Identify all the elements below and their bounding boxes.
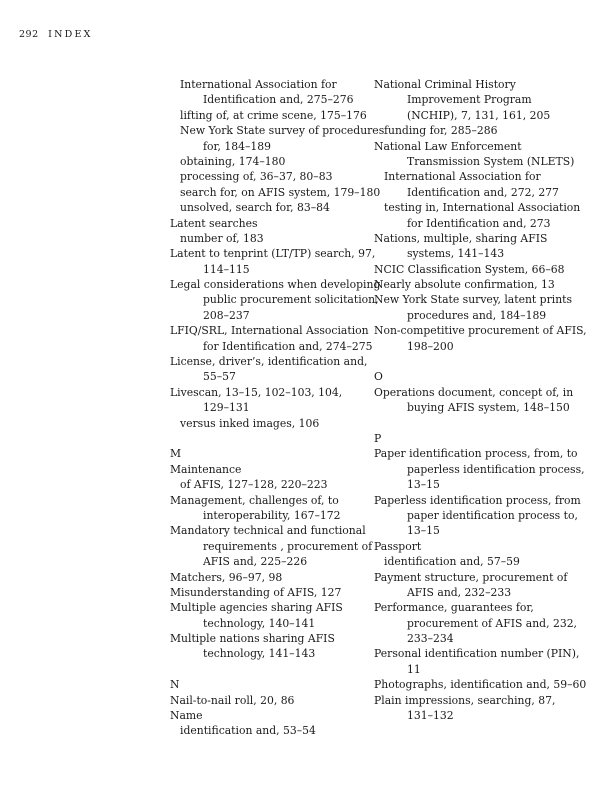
index-entry-line: Latent searches (170, 216, 258, 230)
page-number: 292 (19, 29, 39, 40)
section-title: INDEX (48, 29, 93, 40)
index-entry-line: National Law Enforcement (374, 139, 522, 153)
index-entry-line: NCIC Classification System, 66–68 (374, 262, 565, 276)
index-entry-line: obtaining, 174–180 (180, 154, 286, 168)
index-entry-line: technology, 141–143 (203, 647, 316, 661)
index-entry-line: number of, 183 (180, 231, 264, 245)
index-entry-line: versus inked images, 106 (180, 416, 320, 430)
index-entry-line: 233–234 (407, 632, 454, 646)
index-entry-line: 114–115 (203, 262, 250, 276)
index-entry-line: Photographs, identification and, 59–60 (374, 678, 587, 692)
index-entry-line: lifting of, at crime scene, 175–176 (180, 108, 367, 122)
index-gap (170, 431, 370, 446)
index-entry-line: AFIS and, 225–226 (203, 555, 308, 569)
index-entry-line: Operations document, concept of, in (374, 385, 574, 399)
index-entry-line: interoperability, 167–172 (203, 508, 341, 522)
index-column-left (170, 77, 385, 739)
index-entry-line: procedures and, 184–189 (407, 308, 547, 322)
index-entry-line: Improvement Program (407, 93, 532, 107)
index-entry-line: procurement of AFIS and, 232, (407, 616, 577, 630)
index-entry-line: Identification and, 272, 277 (407, 185, 559, 199)
index-entry-line: Name (170, 709, 203, 723)
index-entry-line: Multiple agencies sharing AFIS (170, 601, 343, 615)
index-gap (374, 416, 574, 431)
index-entry-line: testing in, International Association (384, 201, 581, 215)
index-entry-line: International Association for (180, 78, 337, 91)
running-head (19, 29, 93, 40)
index-entry-line: public procurement solicitation, (203, 293, 379, 307)
index-entry-line: Passport (374, 539, 422, 553)
index-entry-line: Paperless identification process, from (374, 493, 581, 507)
index-letter-heading: M (170, 447, 182, 461)
index-entry-line: funding for, 285–286 (384, 124, 498, 138)
index-entry-line: License, driver’s, identification and, (170, 355, 368, 369)
index-entry-line: Personal identification number (PIN), (374, 647, 580, 661)
index-entry-line: (NCHIP), 7, 131, 161, 205 (407, 108, 551, 122)
index-entry-line: Multiple nations sharing AFIS (170, 632, 335, 646)
index-entry-line: Payment structure, procurement of (374, 570, 568, 584)
index-entry-line: Nearly absolute confirmation, 13 (374, 278, 555, 292)
index-entry-line: for, 184–189 (203, 139, 271, 153)
index-entry-line: LFIQ/SRL, International Association (170, 324, 369, 338)
index-entry-line: Mandatory technical and functional (170, 524, 366, 538)
index-entry-line: Maintenance (170, 462, 242, 476)
index-letter-heading: O (374, 370, 383, 384)
index-gap (170, 662, 370, 677)
index-entry-line: systems, 141–143 (407, 247, 505, 261)
index-entry-line: paper identification process to, (407, 508, 578, 522)
index-entry-line: paperless identification process, (407, 462, 585, 476)
index-entry-line: Paper identification process, from, to (374, 447, 578, 461)
index-entry-line: Performance, guarantees for, (374, 601, 534, 615)
index-entry-line: 13–15 (407, 478, 440, 492)
index-entry-line: Misunderstanding of AFIS, 127 (170, 585, 342, 599)
index-entry-line: Latent to tenprint (LT/TP) search, 97, (170, 247, 376, 261)
index-entry-line: 131–132 (407, 709, 454, 723)
index-column-right (374, 77, 587, 723)
index-entry-line: requirements , procurement of (203, 539, 373, 553)
index-entry-line: 198–200 (407, 339, 454, 353)
index-letter-heading: N (170, 678, 180, 692)
index-entry-line: Matchers, 96–97, 98 (170, 570, 283, 584)
index-entry-line: processing of, 36–37, 80–83 (180, 170, 333, 184)
index-entry-line: Nail-to-nail roll, 20, 86 (170, 693, 295, 707)
index-entry-line: Legal considerations when developing (170, 278, 381, 292)
index-entry-line: 55–57 (203, 370, 236, 384)
index-entry-line: 13–15 (407, 524, 440, 538)
index-entry-line: New York State survey, latent prints (374, 293, 573, 307)
index-entry-line: 208–237 (203, 308, 250, 322)
index-entry-line: AFIS and, 232–233 (407, 585, 512, 599)
index-letter-heading: P (374, 431, 382, 445)
index-entry-line: 11 (407, 662, 421, 676)
index-entry-line: unsolved, search for, 83–84 (180, 201, 330, 215)
index-entry-line: Livescan, 13–15, 102–103, 104, (170, 385, 343, 399)
index-entry-line: New York State survey of procedures (180, 124, 385, 138)
index-entry-line: 129–131 (203, 401, 250, 415)
index-entry-line: technology, 140–141 (203, 616, 316, 630)
index-entry-line: Nations, multiple, sharing AFIS (374, 231, 548, 245)
index-entry-line: buying AFIS system, 148–150 (407, 401, 570, 415)
index-entry-line: Management, challenges of, to (170, 493, 339, 507)
index-entry-line: Transmission System (NLETS) (407, 154, 575, 168)
index-entry-line: National Criminal History (374, 78, 516, 91)
index-entry-line: identification and, 57–59 (384, 555, 520, 569)
index-entry-line: Identification and, 275–276 (203, 93, 354, 107)
index-gap (374, 354, 574, 369)
index-entry-line: identification and, 53–54 (180, 724, 316, 738)
index-entry-line: for Identification and, 273 (407, 216, 551, 230)
index-entry-line: Non-competitive procurement of AFIS, (374, 324, 587, 338)
index-entry-line: for Identification and, 274–275 (203, 339, 373, 353)
index-entry-line: Plain impressions, searching, 87, (374, 693, 556, 707)
index-entry-line: International Association for (384, 170, 541, 184)
index-entry-line: search for, on AFIS system, 179–180 (180, 185, 381, 199)
index-entry-line: of AFIS, 127–128, 220–223 (180, 478, 328, 492)
